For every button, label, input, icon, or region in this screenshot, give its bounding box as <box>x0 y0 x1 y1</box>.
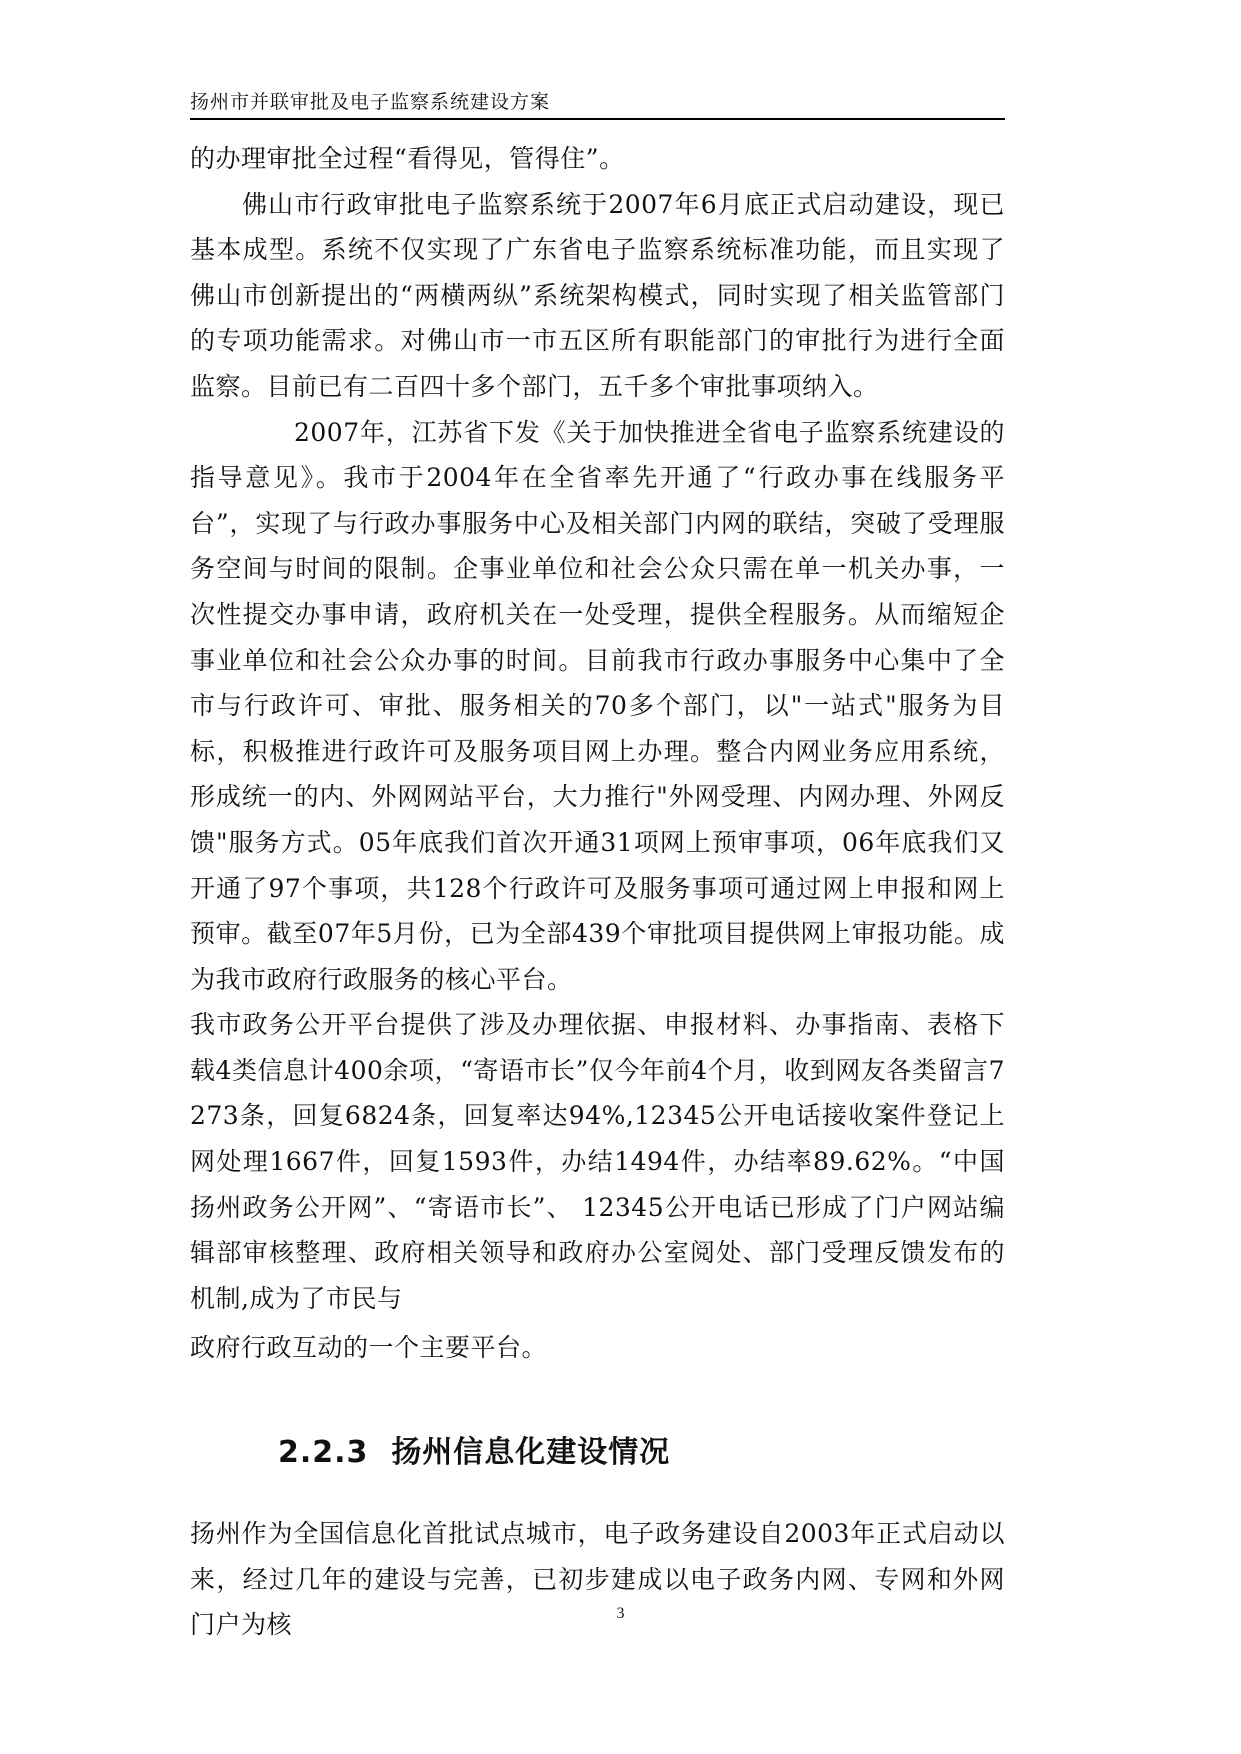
paragraph-1: 的办理审批全过程“看得见，管得住”。 <box>190 144 625 173</box>
section-paragraph: 扬州作为全国信息化首批试点城市，电子政务建设自2003年正式启动以来，经过几年的建设与完善，已初步建成以电子政务内网、专网和外网门户为核 <box>190 1519 1005 1640</box>
document-body <box>190 136 1005 1648</box>
page-header: 扬州市并联审批及电子监察系统建设方案 <box>190 86 1005 120</box>
paragraph-3: 2007年，江苏省下发《关于加快推进全省电子监察系统建设的指导意见》。我市于2004年在全省率先开通了“行政办事在线服务平台”，实现了与行政办事服务中心及相关部门内网的联结，突破了受理服务空间与时间的限制。企事业单位和社会公众只需在单一机关办事，一次性提交办事申请，政府机关在一处受理，提供全程服务。从而缩短企事业单位和社会公众办事的时间。目前我市行政办事服务中心集中了全市与行政许可、审批、服务相关的70多个部门，以"一站式"服务为目标，积极推进行政许可及服务项目网上办理。整合内网业务应用系统，形成统一的内、外网网站平台，大力推行"外网受理、内网办理、外网反馈"服务方式。05年底我们首次开通31项网上预审事项，06年底我们又开通了97个事项，共128个行政许可及服务事项可通过网上申报和网上预审。截至07年5月份，已为全部439个审批项目提供网上审报功能。成为我市政府行政服务的核心平台。 <box>190 417 1006 994</box>
paragraph-4: 我市政务公开平台提供了涉及办理依据、申报材料、办事指南、表格下载4类信息计400余项，“寄语市长”仅今年前4个月，收到网友各类留言7273条，回复6824条，回复率达94%,12345公开电话接收案件登记上网处理1667件，回复1593件，办结1494件，办结率89.62%。“中国扬州政务公开网”、“寄语市长”、 12345公开电话已形成了门户网站编辑部审核整理、政府相关领导和政府办公室阅处、部门受理反馈发布的机制,成为了市民与 <box>190 1010 1005 1313</box>
section-title: 扬州信息化建设情况 <box>391 1435 671 1471</box>
page-number: 3 <box>616 1605 625 1622</box>
paragraph-2: 佛山市行政审批电子监察系统于2007年6月底正式启动建设，现已基本成型。系统不仅实现了广东省电子监察系统标准功能，而且实现了佛山市创新提出的“两横两纵”系统架构模式，同时实现了相关监管部门的专项功能需求。对佛山市一市五区所有职能部门的审批行为进行全面监察。目前已有二百四十多个部门，五千多个审批事项纳入。 <box>190 189 1005 401</box>
section-heading <box>190 1433 1005 1473</box>
paragraph-5: 政府行政互动的一个主要平台。 <box>190 1333 548 1363</box>
section-number: 2.2.3 <box>278 1435 369 1471</box>
